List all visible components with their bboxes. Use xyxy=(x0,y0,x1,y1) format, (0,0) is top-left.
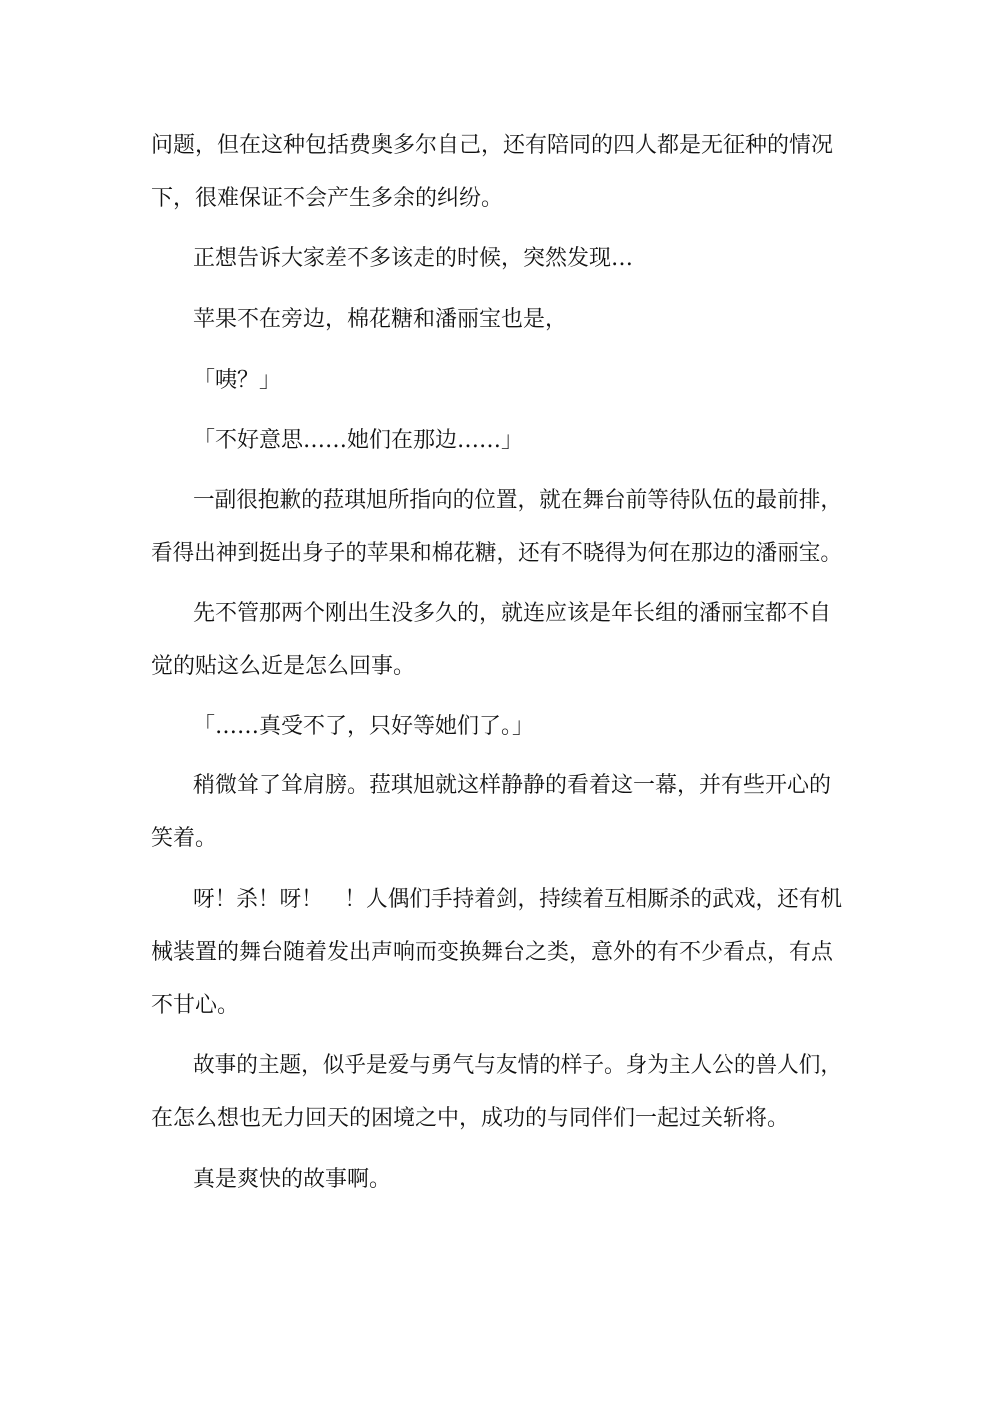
text-line: 稍微耸了耸肩膀。菈琪旭就这样静静的看着这一幕，并有些开心的 xyxy=(193,773,832,798)
text-line: 械装置的舞台随着发出声响而变换舞台之类，意外的有不少看点，有点 xyxy=(151,940,834,965)
text-line: 「不好意思……她们在那边……」 xyxy=(193,428,524,453)
text-line: 先不管那两个刚出生没多久的，就连应该是年长组的潘丽宝都不自 xyxy=(193,601,832,626)
text-line: 问题，但在这种包括费奥多尔自己，还有陪同的四人都是无征种的情况 xyxy=(151,133,834,158)
text-line: 故事的主题，似乎是爱与勇气与友情的样子。身为主人公的兽人们， xyxy=(193,1053,842,1078)
text-line: 下，很难保证不会产生多余的纠纷。 xyxy=(151,186,504,211)
text-line: 觉的贴这么近是怎么回事。 xyxy=(151,654,416,679)
text-line: 在怎么想也无力回天的困境之中，成功的与同伴们一起过关斩将。 xyxy=(151,1106,790,1131)
text-line: 「咦？」 xyxy=(193,368,282,393)
text-line: 不甘心。 xyxy=(151,993,240,1018)
text-line: 「……真受不了，只好等她们了。」 xyxy=(193,714,535,739)
text-line: 苹果不在旁边，棉花糖和潘丽宝也是， xyxy=(193,307,568,332)
text-line: 正想告诉大家差不多该走的时候，突然发现… xyxy=(193,246,634,271)
text-line: 真是爽快的故事啊。 xyxy=(193,1167,392,1192)
text-line: 笑着。 xyxy=(151,826,218,851)
text-line: 看得出神到挺出身子的苹果和棉花糖，还有不晓得为何在那边的潘丽宝。 xyxy=(151,541,842,566)
text-line: 一副很抱歉的菈琪旭所指向的位置，就在舞台前等待队伍的最前排， xyxy=(193,488,842,513)
text-line: 呀！杀！呀！ ！人偶们手持着剑，持续着互相厮杀的武戏，还有机 xyxy=(193,887,842,912)
